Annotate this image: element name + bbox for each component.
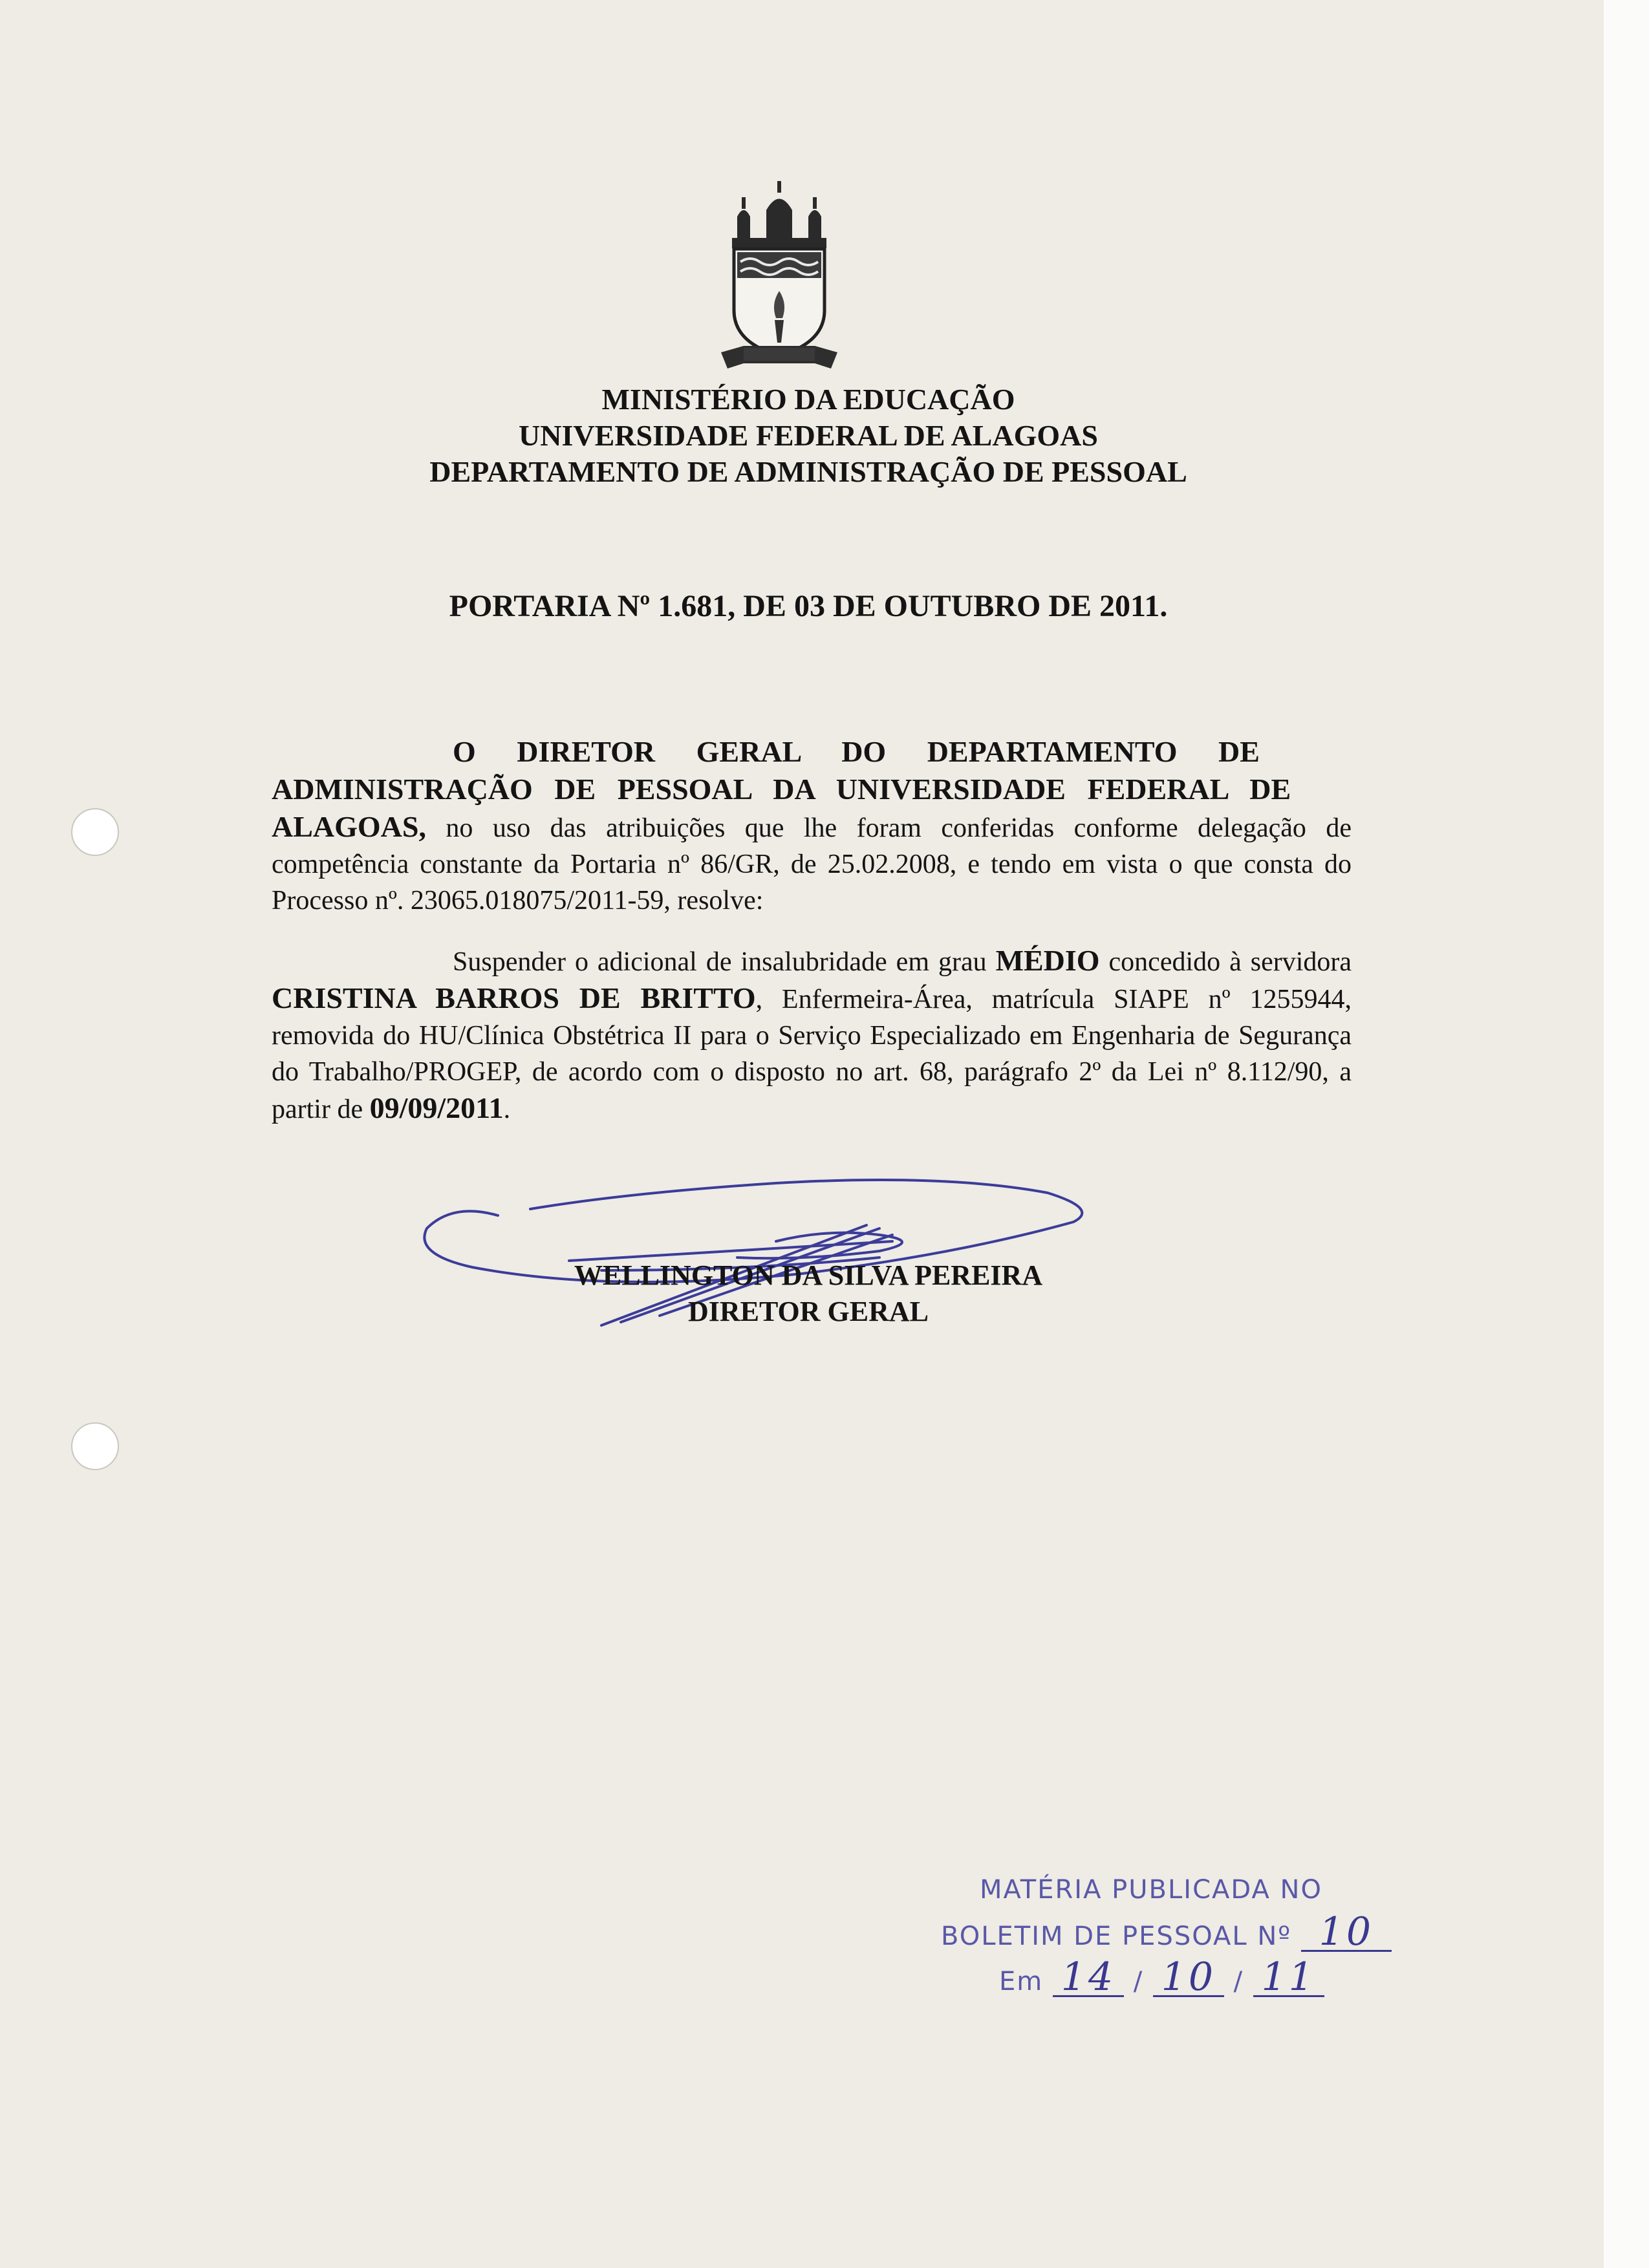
effective-date: 09/09/2011 [369, 1091, 504, 1124]
body-text-3: , Enfermeira-Área, matrícula SIAPE nº 1255944, removida do HU/Clínica Obstétrica II para o Serviço Especializado em Engenharia de Segurança do Trabalho/PROGEP, de acordo com o disposto no art. 68, parágrafo 2º da Lei nº 8.112/90, a partir de [272, 985, 1352, 1124]
punch-hole-top [71, 808, 119, 856]
body-paragraph [272, 943, 1352, 1128]
intro-text: no uso das atribuições que lhe foram conferidas conforme delegação de competência constante da Portaria nº 86/GR, de 25.02.2008, e tendo em vista o que consta do Processo nº. 23065.018075/2011-59, resolve: [272, 813, 1352, 915]
scan-edge [1604, 0, 1649, 2268]
stamp-line-1: MATÉRIA PUBLICADA NO [980, 1875, 1322, 1905]
body-text-1: Suspender o adicional de insalubridade em grau [453, 947, 996, 977]
stamp-boletim-label: BOLETIM DE PESSOAL Nº [941, 1921, 1292, 1951]
stamp-day: 14 [1053, 1959, 1124, 1997]
authority-line-2: ADMINISTRAÇÃO DE PESSOAL DA UNIVERSIDADE FEDERAL DE [272, 773, 1291, 806]
intro-paragraph [272, 734, 1352, 919]
header-ministry: MINISTÉRIO DA EDUCAÇÃO [601, 383, 1015, 416]
coat-of-arms-emblem [718, 181, 841, 375]
portaria-title: PORTARIA Nº 1.681, DE 03 DE OUTUBRO DE 2011. [449, 589, 1168, 623]
body-text-4: . [503, 1095, 511, 1124]
stamp-sep-2: / [1233, 1967, 1244, 1996]
punch-hole-bottom [71, 1422, 119, 1470]
stamp-line-2 [941, 1909, 1392, 1954]
signer-role: DIRETOR GERAL [687, 1296, 929, 1327]
servidora-name: CRISTINA BARROS DE BRITTO [272, 981, 756, 1014]
stamp-year: 11 [1253, 1959, 1324, 1997]
signer-name: WELLINGTON DA SILVA PEREIRA [574, 1259, 1043, 1291]
stamp-sep-1: / [1133, 1967, 1144, 1996]
stamp-date-prefix: Em [999, 1967, 1044, 1996]
header-university: UNIVERSIDADE FEDERAL DE ALAGOAS [519, 419, 1098, 452]
stamp-boletim-number: 10 [1301, 1914, 1392, 1952]
stamp-line-3 [999, 1954, 1324, 2000]
authority-line-1: O DIRETOR GERAL DO DEPARTAMENTO DE [453, 735, 1260, 768]
header-department: DEPARTAMENTO DE ADMINISTRAÇÃO DE PESSOAL [429, 455, 1187, 488]
body-text-2: concedido à servidora [1099, 947, 1352, 977]
stamp-month: 10 [1153, 1959, 1224, 1997]
authority-line-3: ALAGOAS, [272, 810, 426, 843]
grau-value: MÉDIO [995, 944, 1100, 977]
